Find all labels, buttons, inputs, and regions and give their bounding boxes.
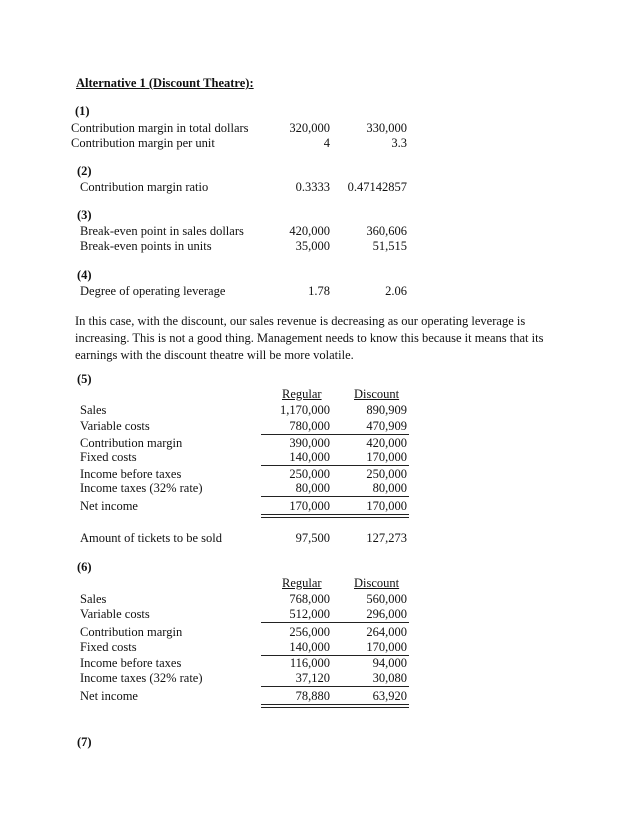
section-4-label: (4): [77, 268, 92, 282]
be-dollars-discount: 360,606: [366, 224, 407, 238]
s5-subtotal-rule-1: [261, 434, 409, 435]
section-6-label: (6): [77, 560, 92, 574]
s5-ibt-label: Income before taxes: [80, 467, 182, 481]
document-title: Alternative 1 (Discount Theatre):: [76, 76, 254, 90]
tickets-regular: 97,500: [295, 531, 330, 545]
s6-net-regular: 78,880: [295, 689, 330, 703]
s6-total-double-rule: [261, 704, 409, 708]
s6-fixed-regular: 140,000: [289, 640, 330, 654]
s5-cm-regular: 390,000: [289, 436, 330, 450]
s6-variable-regular: 512,000: [289, 607, 330, 621]
s6-cm-regular: 256,000: [289, 625, 330, 639]
s6-col-discount: Discount: [354, 576, 400, 590]
s6-fixed-discount: 170,000: [366, 640, 407, 654]
be-dollars-regular: 420,000: [289, 224, 330, 238]
s6-cm-label: Contribution margin: [80, 625, 183, 639]
section-7-label: (7): [77, 735, 92, 749]
cm-ratio-label: Contribution margin ratio: [80, 180, 209, 194]
s6-ibt-label: Income before taxes: [80, 656, 182, 670]
s6-subtotal-rule-3: [261, 686, 409, 687]
s5-ibt-discount: 250,000: [366, 467, 407, 481]
analysis-paragraph: In this case, with the discount, our sales revenue is decreasing as our operating leverage is increasing. This is not a good thing. Management needs to know this because it means that its earnings with the discount theatre will be more volatile.: [75, 314, 544, 362]
s6-tax-regular: 37,120: [295, 671, 330, 685]
s6-subtotal-rule-1: [261, 622, 409, 623]
s6-net-label: Net income: [80, 689, 138, 703]
cm-total-discount: 330,000: [366, 121, 407, 135]
s5-sales-discount: 890,909: [366, 403, 407, 417]
s5-variable-regular: 780,000: [289, 419, 330, 433]
section-1-label: (1): [75, 104, 90, 118]
s5-cm-label: Contribution margin: [80, 436, 183, 450]
section-3-label: (3): [77, 208, 92, 222]
s5-tax-label: Income taxes (32% rate): [80, 481, 203, 495]
cm-unit-discount: 3.3: [391, 136, 407, 150]
s5-subtotal-rule-2: [261, 465, 409, 466]
s5-variable-label: Variable costs: [80, 419, 150, 433]
s6-col-regular: Regular: [282, 576, 322, 590]
cm-ratio-discount: 0.47142857: [347, 180, 407, 194]
cm-total-regular: 320,000: [289, 121, 330, 135]
s6-sales-regular: 768,000: [289, 592, 330, 606]
cm-ratio-regular: 0.3333: [295, 180, 330, 194]
s6-net-discount: 63,920: [372, 689, 407, 703]
s5-subtotal-rule-3: [261, 496, 409, 497]
s5-col-discount: Discount: [354, 387, 400, 401]
s6-variable-label: Variable costs: [80, 607, 150, 621]
s6-variable-discount: 296,000: [366, 607, 407, 621]
section-5-label: (5): [77, 372, 92, 386]
s5-fixed-label: Fixed costs: [80, 450, 137, 464]
s5-cm-discount: 420,000: [366, 436, 407, 450]
dol-label: Degree of operating leverage: [80, 284, 226, 298]
s6-ibt-discount: 94,000: [372, 656, 407, 670]
s6-fixed-label: Fixed costs: [80, 640, 137, 654]
s5-total-double-rule: [261, 514, 409, 518]
s5-net-label: Net income: [80, 499, 138, 513]
be-units-label: Break-even points in units: [80, 239, 212, 253]
s6-sales-label: Sales: [80, 592, 107, 606]
s6-tax-label: Income taxes (32% rate): [80, 671, 203, 685]
s6-sales-discount: 560,000: [366, 592, 407, 606]
s5-tax-regular: 80,000: [295, 481, 330, 495]
s5-net-discount: 170,000: [366, 499, 407, 513]
dol-discount: 2.06: [385, 284, 407, 298]
s6-tax-discount: 30,080: [372, 671, 407, 685]
s5-fixed-discount: 170,000: [366, 450, 407, 464]
s5-net-regular: 170,000: [289, 499, 330, 513]
cm-unit-label: Contribution margin per unit: [71, 136, 215, 150]
be-units-discount: 51,515: [372, 239, 407, 253]
s5-tax-discount: 80,000: [372, 481, 407, 495]
s6-cm-discount: 264,000: [366, 625, 407, 639]
cm-total-label: Contribution margin in total dollars: [71, 121, 249, 135]
dol-regular: 1.78: [308, 284, 330, 298]
be-dollars-label: Break-even point in sales dollars: [80, 224, 244, 238]
s5-col-regular: Regular: [282, 387, 322, 401]
s5-ibt-regular: 250,000: [289, 467, 330, 481]
tickets-discount: 127,273: [366, 531, 407, 545]
tickets-label: Amount of tickets to be sold: [80, 531, 222, 545]
be-units-regular: 35,000: [295, 239, 330, 253]
s6-ibt-regular: 116,000: [289, 656, 330, 670]
s5-variable-discount: 470,909: [366, 419, 407, 433]
s5-fixed-regular: 140,000: [289, 450, 330, 464]
cm-unit-regular: 4: [323, 136, 330, 150]
section-2-label: (2): [77, 164, 92, 178]
s5-sales-regular: 1,170,000: [280, 403, 330, 417]
s5-sales-label: Sales: [80, 403, 107, 417]
